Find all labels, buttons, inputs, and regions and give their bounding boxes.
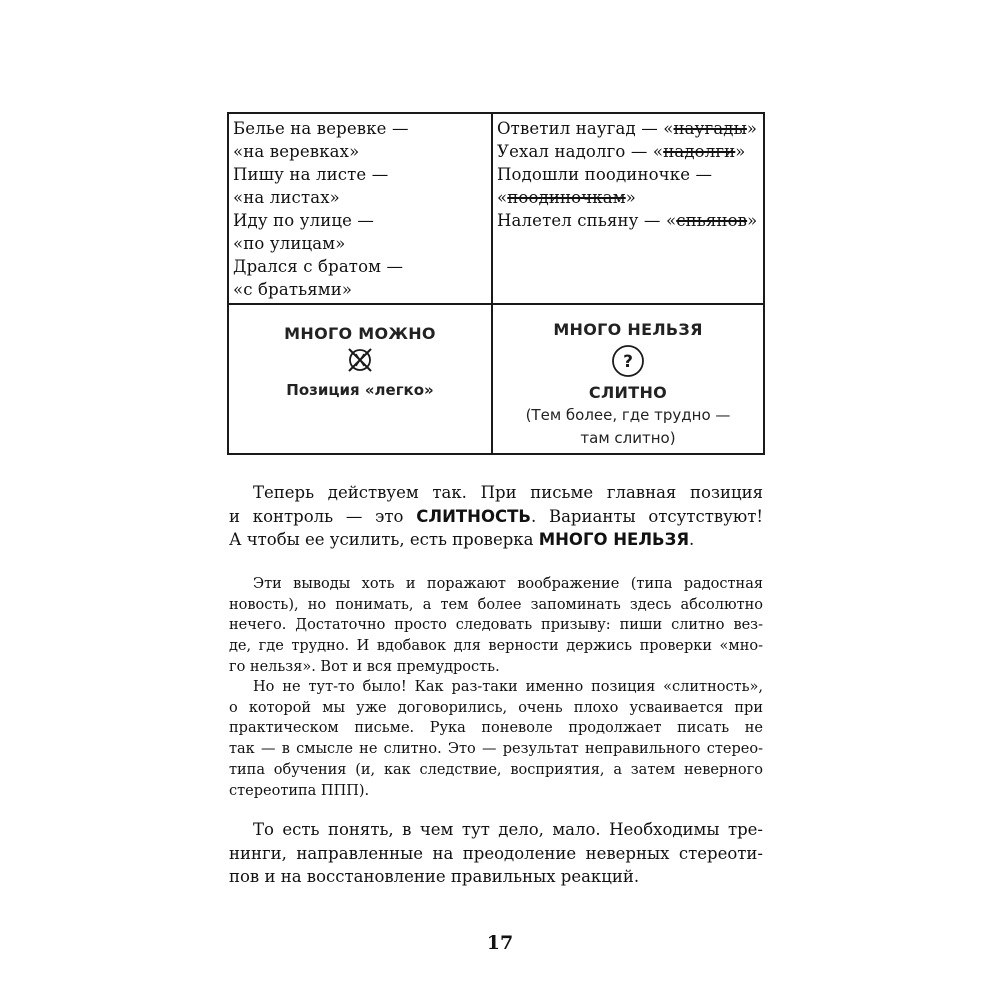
- rules-table: [227, 112, 765, 455]
- struck-wrong-form: наугады: [673, 119, 747, 138]
- paragraph-line: Теперь действуем так. При письме главная позиция: [253, 483, 763, 502]
- position-caption: Позиция «легко»: [286, 381, 434, 399]
- table-cell-bottom-right: [492, 304, 764, 454]
- example-line: «на веревках»: [233, 142, 360, 161]
- paragraph-line: нечего. Достаточно просто следовать призыву: пиши слитно вез-: [229, 617, 763, 634]
- mnogo-nelzya-heading: МНОГО НЕЛЬЗЯ: [553, 320, 703, 339]
- svg-text:?: ?: [623, 352, 633, 372]
- example-line: Ответил наугад — «наугады»: [497, 119, 758, 138]
- struck-wrong-form: надолги: [663, 142, 736, 161]
- paragraph-line: де, где трудно. И вдобавок для верности держись проверки «мно-: [229, 638, 763, 655]
- right-examples-list: [493, 114, 763, 232]
- example-line: «с братьями»: [233, 280, 353, 299]
- paragraph-line: Эти выводы хоть и поражают воображение (типа радостная: [253, 576, 763, 592]
- paragraph-line: стереотипа ППП).: [229, 782, 370, 799]
- example-line: «на листах»: [233, 188, 340, 207]
- mnogo-mozhno-heading: МНОГО МОЖНО: [284, 324, 436, 343]
- paragraph-1: [229, 481, 763, 552]
- question-circle-icon: [610, 343, 646, 379]
- example-line: Подошли поодиночке —: [497, 165, 713, 184]
- page-number: 17: [486, 932, 514, 954]
- example-line: Пишу на листе —: [233, 165, 389, 184]
- paragraph-line: пов и на восстановление правильных реакций.: [229, 867, 640, 886]
- table-cell-top-right: [492, 113, 764, 304]
- paragraph-line: и контроль — это СЛИТНОСТЬ. Варианты отсутствуют!: [229, 506, 763, 526]
- example-line: Иду по улице —: [233, 211, 375, 230]
- note-line-2: там слитно): [580, 429, 676, 447]
- paragraph-line: нинги, направленные на преодоление неверных стереоти-: [229, 843, 763, 863]
- slitno-subheading: СЛИТНО: [588, 383, 668, 402]
- paragraph-line: практическом письме. Рука поневоле продолжает писать не: [229, 720, 763, 737]
- struck-wrong-form: спьянов: [676, 211, 748, 230]
- note-line-1: (Тем более, где трудно —: [525, 406, 731, 424]
- paragraph-line: го нельзя». Вот и вся премудрость.: [229, 658, 500, 675]
- example-line: Налетел спьяну — «спьянов»: [497, 211, 758, 230]
- crossed-circle-icon: [344, 345, 376, 375]
- paragraph-4: [229, 818, 763, 889]
- example-line: «поодиночкам»: [497, 188, 636, 207]
- paragraph-line: о которой мы уже договорились, очень плохо усваивается при: [229, 699, 763, 716]
- paragraph-line: так — в смысле не слитно. Это — результат неправильного стерео-: [229, 741, 763, 758]
- mnogo-nelzya-emphasis: МНОГО НЕЛЬЗЯ: [538, 530, 690, 549]
- paragraph-line: Но не тут-то было! Как раз-таки именно позиция «слитность»,: [253, 679, 763, 695]
- paragraph-line: То есть понять, в чем тут дело, мало. Необходимы тре-: [253, 820, 763, 839]
- paragraph-line: новость), но понимать, а тем более запоминать здесь абсолютно: [229, 596, 763, 613]
- struck-wrong-form: поодиночкам: [507, 188, 626, 207]
- slitnost-emphasis: СЛИТНОСТЬ: [416, 506, 531, 526]
- left-examples-list: [229, 114, 491, 301]
- paragraph-2: [229, 574, 763, 678]
- paragraph-3: [229, 677, 763, 801]
- example-line: Белье на веревке —: [233, 119, 409, 138]
- table-cell-bottom-left: [228, 304, 492, 454]
- paragraph-line: типа обучения (и, как следствие, восприятия, а затем неверного: [229, 761, 763, 778]
- example-line: «по улицам»: [233, 234, 346, 253]
- table-cell-top-left: [228, 113, 492, 304]
- example-line: Дрался с братом —: [233, 257, 404, 276]
- paragraph-line: А чтобы ее усилить, есть проверка МНОГО НЕЛЬЗЯ.: [229, 530, 695, 549]
- example-line: Уехал надолго — «надолги»: [497, 142, 746, 161]
